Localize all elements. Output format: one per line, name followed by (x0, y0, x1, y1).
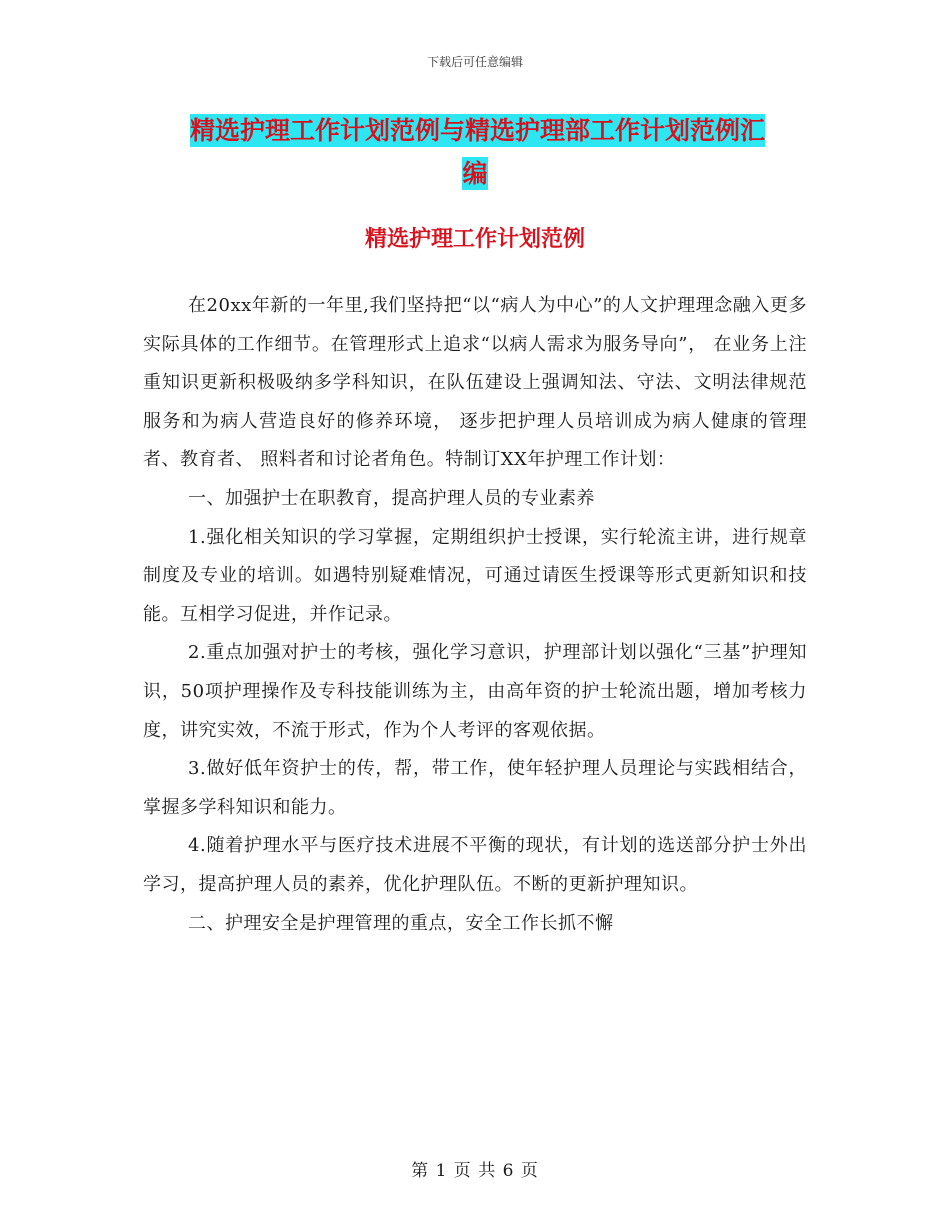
paragraph-heading-2: 二、护理安全是护理管理的重点，安全工作长抓不懈 (188, 912, 614, 934)
paragraph-item-2: 2.重点加强对护士的考核，强化学习意识，护理部计划以强化“三基”护理知识，50项护理操作及专科技能训练为主，由高年资的护士轮流出题，增加考核力度，讲究实效，不流于形式，作为个人考评的客观依据。 (143, 642, 807, 741)
main-title-line-2 (190, 158, 760, 190)
paragraph-item-1: 1.强化相关知识的学习掌握，定期组织护士授课，实行轮流主讲，进行规章制度及专业的培训。如遇特别疑难情况，可通过请医生授课等形式更新知识和技能。互相学习促进，并作记录。 (143, 526, 807, 625)
header-note: 下载后可任意编辑 (426, 55, 523, 69)
paragraph-heading-1: 一、加强护士在职教育，提高护理人员的专业素养 (188, 487, 595, 509)
main-title-line-1 (190, 115, 810, 147)
section-subtitle: 精选护理工作计划范例 (364, 226, 585, 252)
paragraph-intro: 在20xx年新的一年里,我们坚持把“以“病人为中心”的人文护理理念融入更多实际具体的工作细节。在管理形式上追求“以病人需求为服务导向”， 在业务上注重知识更新积极吸纳多学科知识，在队伍建设上强调知法、守法、文明法律规范服务和为病人营造良好的修养环境， 逐步把护理人员培训成为病人健康的管理者、教育者、 照料者和讨论者角色。特制订XX年护理工作计划： (143, 295, 807, 471)
page-footer: 第 1 页 共 6 页 (411, 1161, 539, 1181)
paragraph-item-4: 4.随着护理水平与医疗技术进展不平衡的现状，有计划的选送部分护士外出学习，提高护理人员的素养，优化护理队伍。不断的更新护理知识。 (143, 835, 807, 895)
document-body (143, 287, 807, 943)
main-title-text-2: 编 (462, 159, 488, 188)
paragraph-item-3: 3.做好低年资护士的传，帮，带工作，使年轻护理人员理论与实践相结合，掌握多学科知识和能力。 (143, 758, 807, 818)
main-title-text-1: 精选护理工作计划范例与精选护理部工作计划范例汇 (190, 116, 766, 145)
